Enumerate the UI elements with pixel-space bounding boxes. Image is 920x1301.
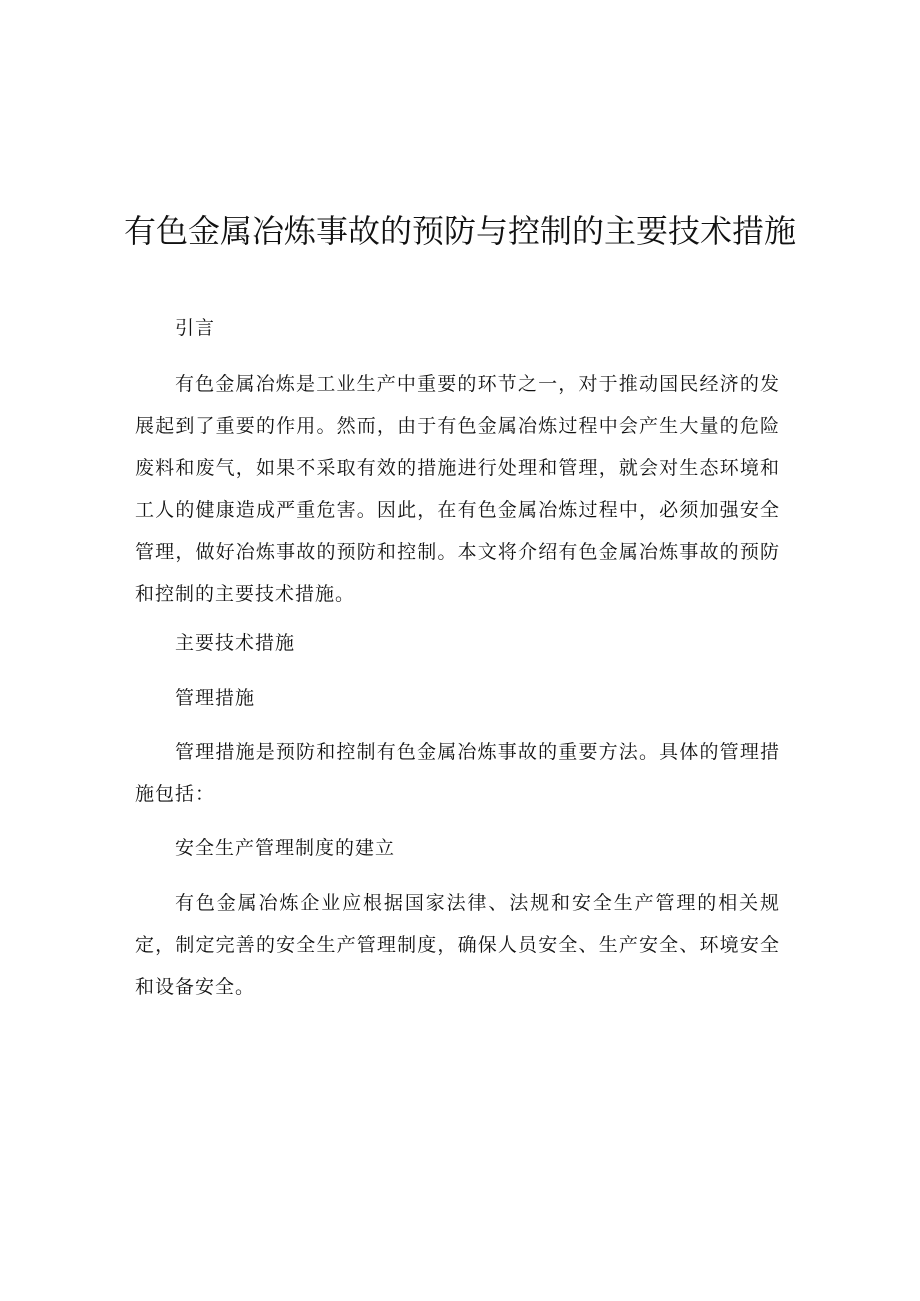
main-measures-heading: 主要技术措施 <box>175 632 296 654</box>
intro-heading: 引言 <box>175 317 216 339</box>
document-title: 有色金属冶炼事故的预防与控制的主要技术措施 <box>123 212 796 250</box>
management-measures-heading: 管理措施 <box>175 687 256 709</box>
management-paragraph: 管理措施是预防和控制有色金属冶炼事故的重要方法。具体的管理措施包括： <box>135 741 780 805</box>
safety-system-paragraph: 有色金属冶炼企业应根据国家法律、法规和安全生产管理的相关规定，制定完善的安全生产管理制度，确保人员安全、生产安全、环境安全和设备安全。 <box>135 892 780 998</box>
intro-paragraph: 有色金属冶炼是工业生产中重要的环节之一，对于推动国民经济的发展起到了重要的作用。然而，由于有色金属冶炼过程中会产生大量的危险废料和废气，如果不采取有效的措施进行处理和管理，就会对生态环境和工人的健康造成严重危害。因此，在有色金属冶炼过程中，必须加强安全管理，做好冶炼事故的预防和控制。本文将介绍有色金属冶炼事故的预防和控制的主要技术措施。 <box>135 373 780 605</box>
safety-system-heading: 安全生产管理制度的建立 <box>175 837 396 859</box>
